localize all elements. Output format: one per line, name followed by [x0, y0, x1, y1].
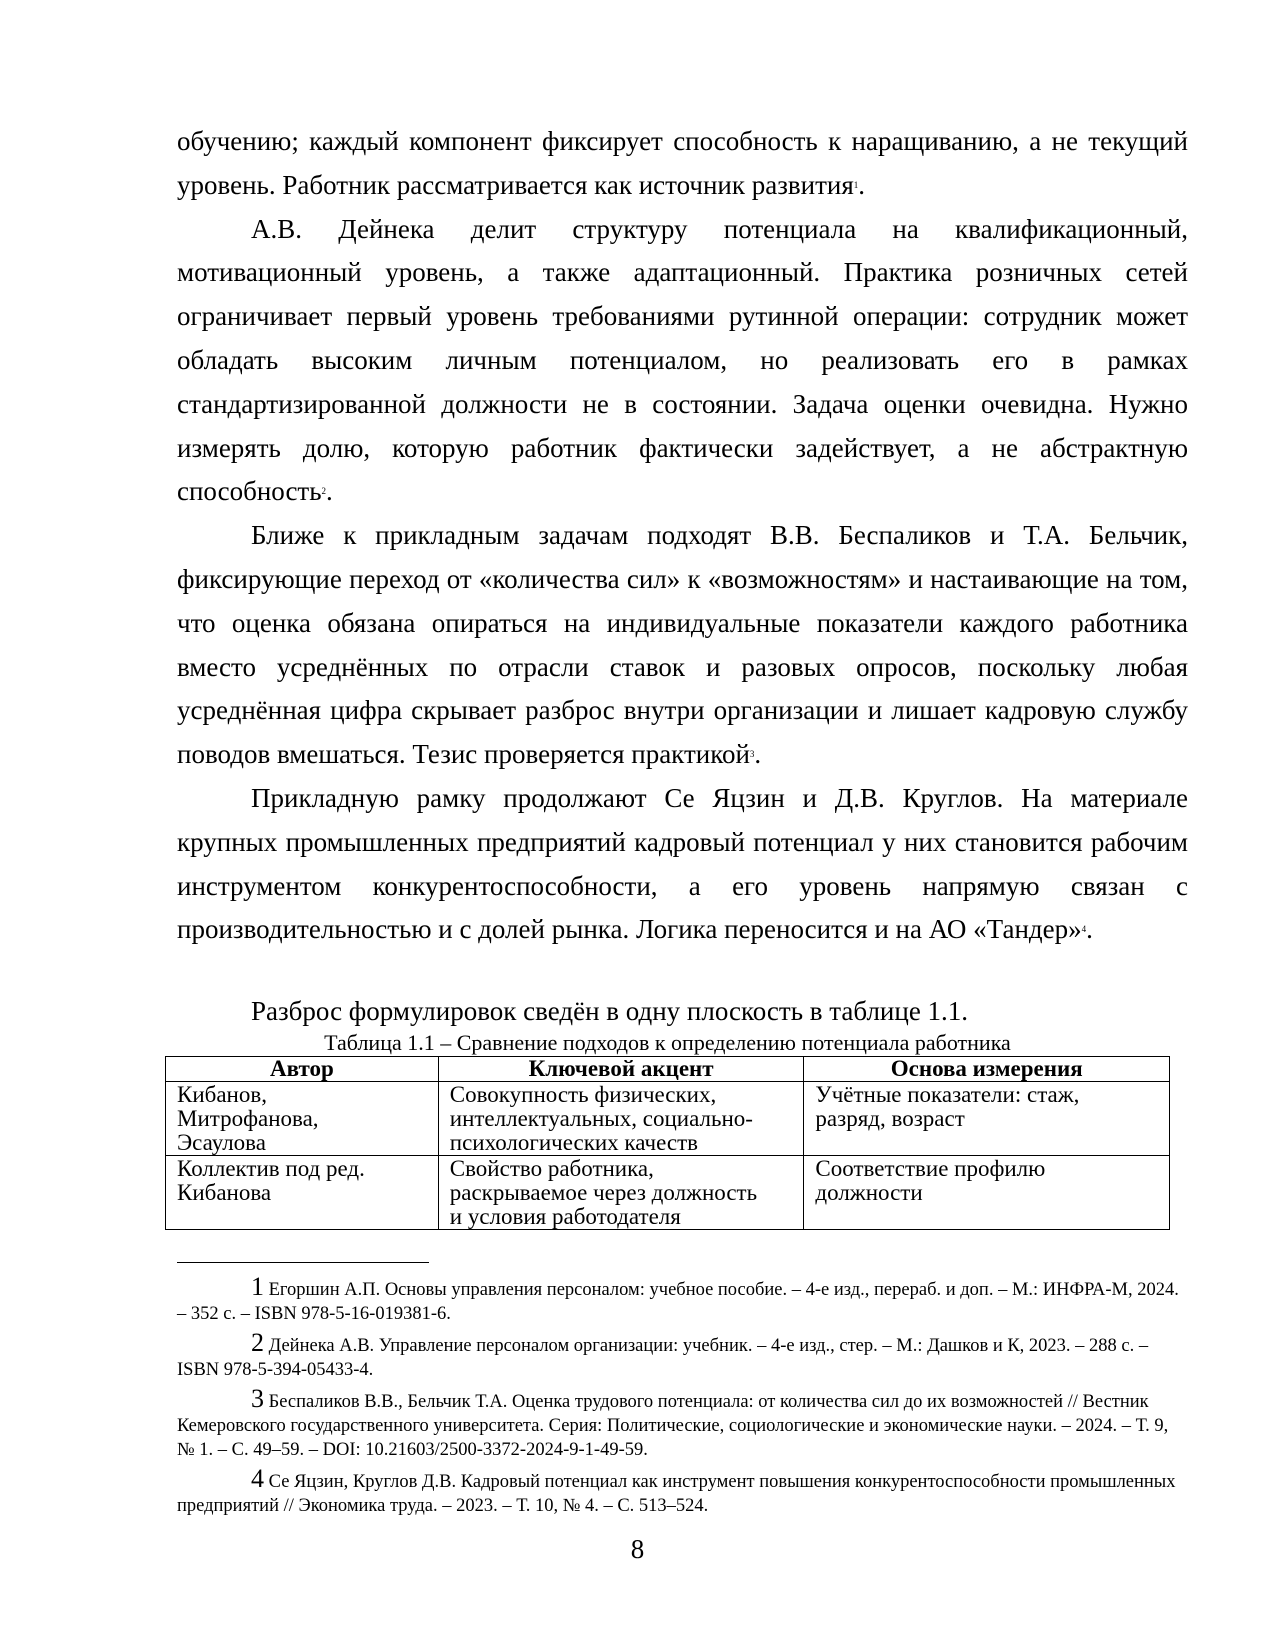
- table-row: [166, 1082, 1170, 1156]
- paragraph: обучению; каждый компонент фиксирует способность к наращиванию, а не текущий уровень. Работник рассматривается как источник развития$^1$.: [177, 126, 1188, 200]
- footnote: 3 Беспаликов В.В., Бельчик Т.А. Оценка трудового потенциала: от количества сил до их возможностей // Вестник Кемеровского государственного университета. Серия: Политические, социологические и экономические науки. – 2024. – Т. 9, № 1. – С. 49–59. – DOI: 10.21603/2500-3372-2024-9-1-49-59.: [177, 1384, 1169, 1460]
- paragraph: Ближе к прикладным задачам подходят В.В. Беспаликов и Т.А. Бельчик, фиксирующие переход от «количества сил» к «возможностям» и настаивающие на том, что оценка обязана опираться на индивидуальные показатели каждого работника вместо усреднённых по отрасли ставок и разовых опросов, поскольку любая усреднённая цифра скрывает разброс внутри организации и лишает кадровую службу поводов вмешаться. Тезис проверяется практикой$^3$.: [177, 520, 1188, 770]
- footnote: 4 Се Яцзин, Круглов Д.В. Кадровый потенциал как инструмент повышения конкурентоспособности промышленных предприятий // Экономика труда. – 2023. – Т. 10, № 4. – С. 513–524.: [177, 1464, 1176, 1516]
- column-header-key-focus: Ключевой акцент: [438, 1057, 804, 1082]
- footnote: 1 Егоршин А.П. Основы управления персоналом: учебное пособие. – 4-е изд., перераб. и доп. – М.: ИНФРА-М, 2024. – 352 с. – ISBN 978-5-16-019381-6.: [177, 1272, 1179, 1324]
- table-cell: Кибанов, Митрофанова, Эсаулова: [166, 1082, 439, 1156]
- footnote-separator: [177, 1262, 429, 1263]
- paragraph: Прикладную рамку продолжают Се Яцзин и Д.В. Круглов. На материале крупных промышленных предприятий кадровый потенциал у них становится рабочим инструментом конкурентоспособности, а его уровень напрямую связан с производительностью и с долей рынка. Логика переносится и на АО «Тандер»$^4$.: [177, 782, 1188, 945]
- table-cell: Совокупность физических, интеллектуальных, социально- психологических качеств: [438, 1082, 804, 1156]
- column-header-measurement-basis: Основа измерения: [804, 1057, 1170, 1082]
- footnote-number: 3: [251, 1384, 264, 1413]
- footnote-number: 1: [251, 1272, 264, 1301]
- paragraph: А.В. Дейнека делит структуру потенциала на квалификационный, мотивационный уровень, а также адаптационный. Практика розничных сетей ограничивает первый уровень требованиями рутинной операции: сотрудник может обладать высоким личным потенциалом, но реализовать его в рамках стандартизированной должности не в состоянии. Задача оценки очевидна. Нужно измерять долю, которую работник фактически задействует, а не абстрактную способность$^2$.: [177, 213, 1188, 507]
- body-text: [177, 120, 1188, 952]
- footnotes: [177, 1272, 1188, 1523]
- table-header-row: [166, 1057, 1170, 1082]
- table-caption: Таблица 1.1 – Сравнение подходов к определению потенциала работника: [324, 1030, 1011, 1055]
- footnote-ref[interactable]: 4: [1081, 924, 1087, 935]
- table-intro: Разброс формулировок сведён в одну плоскость в таблице 1.1.: [251, 996, 969, 1026]
- page-number: 8: [630, 1534, 645, 1564]
- table-cell: Учётные показатели: стаж, разряд, возраст: [804, 1082, 1170, 1156]
- footnote-ref[interactable]: 2: [321, 486, 327, 497]
- footnote-ref[interactable]: 1: [853, 179, 859, 190]
- table-row: [166, 1156, 1170, 1230]
- comparison-table: [165, 1056, 1170, 1230]
- table-cell: Соответствие профилю должности: [804, 1156, 1170, 1230]
- table-cell: Коллектив под ред. Кибанова: [166, 1156, 439, 1230]
- column-header-author: Автор: [166, 1057, 439, 1082]
- footnote-number: 4: [251, 1464, 264, 1493]
- footnote-ref[interactable]: 3: [749, 749, 755, 760]
- footnote: 2 Дейнека А.В. Управление персоналом организации: учебник. – 4-е изд., стер. – М.: Дашков и К, 2023. – 288 с. – ISBN 978-5-394-05433-4.: [177, 1328, 1149, 1380]
- footnote-number: 2: [251, 1328, 264, 1357]
- table-cell: Свойство работника, раскрываемое через должность и условия работодателя: [438, 1156, 804, 1230]
